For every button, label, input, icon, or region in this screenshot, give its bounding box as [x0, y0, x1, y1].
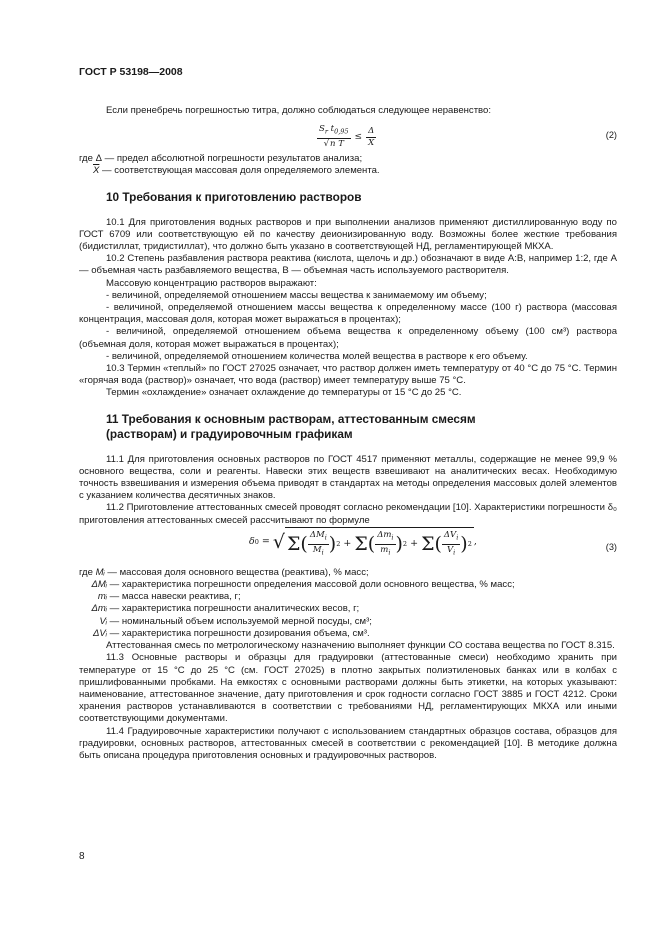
- definition-text: — характеристика погрешности дозирования объема, см³.: [109, 627, 370, 639]
- formula-2: [79, 117, 617, 153]
- formula-2-number: (2): [605, 130, 617, 141]
- section-11-title-line2: (растворам) и градуировочным графикам: [106, 426, 353, 441]
- formula-2-expression: $\frac{S_r t_{0,95}}{\text{√n T}}$ ≤ $\frac{\Delta}{X}$: [319, 124, 375, 149]
- definition-text: — предел абсолютной погрешности результатов анализа;: [104, 153, 363, 165]
- section-10-title: 10 Требования к приготовлению растворов: [106, 189, 362, 204]
- paragraph-11-3: 11.3 Основные растворы и образцы для градуировки (аттестованные смеси) необходимо хранить при температуре от 15 °С до 25 °С (см. ГОСТ 27025) в плотно закрытых полиэтиленовых банках или в колбах с пришлифованными пробками. На емкостях с основными растворами должны быть этикетки, на которых указывают: наименование, аттестованное значение, дату приготовления и срок годности согласно ГОСТ 3885 и ГОСТ 4212. Сроки хранения растворов устанавливаются в соответствии с требованиями НД, регламентирующих МКХА или иными соответствующими документами.: [79, 652, 617, 725]
- paragraph-10-3: 10.3 Термин «теплый» по ГОСТ 27025 означает, что раствор должен иметь температуру от 40 °С до 75 °С. Термин «горячая вода (раствор)» означает, что вода (раствор) имеет температуру выше 75 °С.: [79, 363, 617, 387]
- definition-row: [79, 579, 617, 591]
- paragraph-11-1: 11.1 Для приготовления основных растворов по ГОСТ 4517 применяют металлы, содержащие не менее 99,9 % основного вещества, соли и реагенты. Навески этих веществ взвешивают на аналитических весах. Необходимую точность взвешивания и измерения объема приводят в стандартах на методы определения массовых долей элементов с указанием количества десятичных знаков.: [79, 453, 617, 502]
- paragraph-certified-mixture: Аттестованная смесь по метрологическому назначению выполняет функции СО состава вещества по ГОСТ 8.315.: [106, 640, 615, 652]
- page-number: 8: [79, 851, 85, 862]
- definition-text: — соответствующая массовая доля определяемого элемента.: [102, 165, 380, 177]
- paragraph-11-4: 11.4 Градуировочные характеристики получают с использованием стандартных образцов состава, образцов для градуировки, основных растворов, аттестованных смесей в соответствии с рекомендацией [10]. В методике должна быть описана процедура приготовления основных и градуировочных растворов.: [79, 725, 617, 761]
- paragraph-11-2: 11.2 Приготовление аттестованных смесей проводят согласно рекомендации [10]. Характеристики погрешности δ₀ приготовления аттестованных смесей рассчитывают по формуле: [79, 502, 617, 526]
- definition-text: — характеристика погрешности определения массовой доли основного вещества, % масс;: [109, 579, 515, 591]
- list-item: - величиной, определяемой отношением количества молей вещества в растворе к его объему.: [106, 350, 528, 362]
- formula-3: [79, 527, 617, 567]
- definitions-prefix: где: [79, 566, 93, 578]
- definition-text: — массовая доля основного вещества (реактива), % масс;: [107, 566, 369, 578]
- definition-symbol: Mᵢ: [95, 566, 105, 578]
- formula-3-number: (3): [605, 541, 617, 552]
- definition-text: — характеристика погрешности аналитических весов, г;: [109, 603, 360, 615]
- definition-row: [79, 153, 617, 165]
- document-body: [79, 93, 617, 762]
- definition-symbol: $\overline{X}$: [93, 165, 100, 177]
- definition-symbol: ΔVᵢ: [93, 627, 107, 639]
- definition-symbol: ΔMᵢ: [91, 579, 107, 591]
- list-item: - величиной, определяемой отношением объема вещества к определенному объему (100 см³) раствора (объемная доля, которая может выражаться в процентах);: [79, 326, 617, 350]
- definition-row: [79, 591, 617, 603]
- definitions-prefix: где: [79, 153, 93, 165]
- definition-symbol: Vᵢ: [99, 615, 107, 627]
- paragraph-10-1: 10.1 Для приготовления водных растворов и при выполнении анализов применяют дистиллированную воду по ГОСТ 6709 или соответствующую ей по качеству деионизированную воду. Возможны более жесткие требования (бидистиллат, тридистиллат), что должно быть указано в соответствующей НД, регламентирующей МКХА.: [79, 216, 617, 253]
- definition-row: [79, 603, 617, 615]
- definition-row: [79, 165, 617, 177]
- definition-row: [79, 628, 617, 640]
- section-11-title-line1: 11 Требования к основным растворам, аттестованным смесям: [106, 411, 476, 426]
- definition-text: — масса навески реактива, г;: [109, 591, 241, 603]
- intro-paragraph: Если пренебречь погрешностью титра, должно соблюдаться следующее неравенство:: [106, 105, 491, 116]
- document-header: ГОСТ Р 53198—2008: [79, 66, 183, 78]
- list-item: - величиной, определяемой отношением массы вещества к занимаемому им объему;: [106, 289, 487, 301]
- paragraph-10-2: 10.2 Степень разбавления раствора реактива (кислота, щелочь и др.) обозначают в виде А:В, например 1:2, где А — объемная часть разбавляемого вещества, В — объемная часть используемого растворителя.: [79, 253, 617, 277]
- paragraph-cooling: Термин «охлаждение» означает охлаждение до температуры от 15 °С до 25 °С.: [106, 387, 462, 399]
- definition-row: [79, 567, 617, 579]
- definition-row: [79, 616, 617, 628]
- definition-symbol: Δmᵢ: [91, 603, 107, 615]
- list-item: - величиной, определяемой отношением массы вещества к определенному массе (100 г) раствора (массовая концентрация, массовая доля, которая может выражаться в процентах);: [79, 302, 617, 326]
- definition-symbol: mᵢ: [97, 591, 107, 603]
- formula-3-expression: δ 0 = √ Σ ( $\frac{\Delta M_i}{M_i}$ ) 2 + Σ ( $\frac{\Delta m_i}{m_i}$ ) 2 + Σ ( $\frac{\Delta V_i}{V_i}$ ) 2 ,: [249, 527, 477, 558]
- definition-symbol: Δ: [95, 153, 102, 165]
- paragraph-mass-concentration: Массовую концентрацию растворов выражают:: [106, 277, 317, 289]
- definition-text: — номинальный объем используемой мерной посуды, см³;: [109, 615, 372, 627]
- section-11-title: [106, 412, 617, 442]
